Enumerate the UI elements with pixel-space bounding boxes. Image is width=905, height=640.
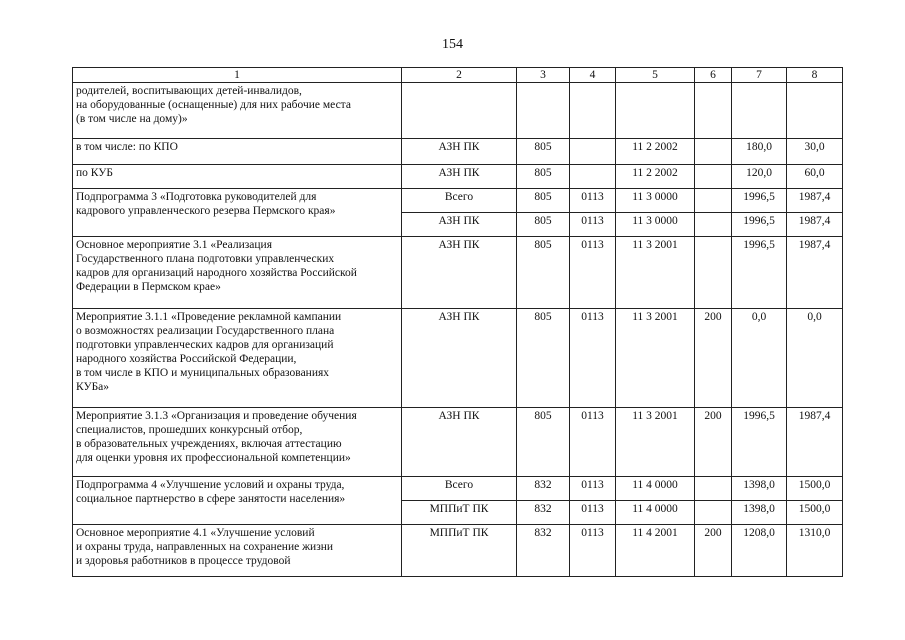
csr-cell: 11 4 0000 xyxy=(616,501,695,525)
column-header: 5 xyxy=(616,68,695,83)
table-row xyxy=(73,408,843,477)
row-name-cell: в том числе: по КПО xyxy=(73,139,402,165)
admin-cell: АЗН ПК xyxy=(402,408,517,477)
page-number: 154 xyxy=(442,37,463,52)
grbs-cell: 832 xyxy=(517,501,570,525)
admin-cell: АЗН ПК xyxy=(402,237,517,309)
table-row xyxy=(73,237,843,309)
year1-value-cell: 1398,0 xyxy=(732,477,787,501)
grbs-cell: 805 xyxy=(517,309,570,408)
row-name-cell: Основное мероприятие 3.1 «Реализация Государственного плана подготовки управленческих кадров для организаций народного хозяйства Российской Федерации в Пермском крае» xyxy=(73,237,402,309)
grbs-cell: 805 xyxy=(517,213,570,237)
year1-value-cell xyxy=(732,83,787,139)
year1-value-cell: 1996,5 xyxy=(732,408,787,477)
csr-cell: 11 3 2001 xyxy=(616,309,695,408)
table-body xyxy=(73,68,843,577)
column-header: 6 xyxy=(695,68,732,83)
vr-cell xyxy=(695,501,732,525)
csr-cell: 11 2 2002 xyxy=(616,165,695,189)
vr-cell xyxy=(695,189,732,213)
grbs-cell: 832 xyxy=(517,477,570,501)
year2-value-cell: 30,0 xyxy=(787,139,843,165)
budget-table xyxy=(72,67,843,577)
row-name-cell: Мероприятие 3.1.1 «Проведение рекламной кампании о возможностях реализации Государственного плана подготовки управленческих кадров для организаций народного хозяйства Российской Федерации, в том числе в КПО и муниципальных образованиях КУБа» xyxy=(73,309,402,408)
admin-cell xyxy=(402,83,517,139)
row-name-cell: Подпрограмма 3 «Подготовка руководителей для кадрового управленческого резерва Пермского края» xyxy=(73,189,402,237)
csr-cell: 11 4 2001 xyxy=(616,525,695,577)
admin-cell: АЗН ПК xyxy=(402,213,517,237)
vr-cell xyxy=(695,83,732,139)
year2-value-cell: 1987,4 xyxy=(787,213,843,237)
vr-cell: 200 xyxy=(695,525,732,577)
grbs-cell: 805 xyxy=(517,237,570,309)
section-cell xyxy=(570,165,616,189)
column-header: 8 xyxy=(787,68,843,83)
table-row xyxy=(73,83,843,139)
vr-cell xyxy=(695,477,732,501)
table-row xyxy=(73,525,843,577)
section-cell: 0113 xyxy=(570,189,616,213)
year1-value-cell: 1996,5 xyxy=(732,213,787,237)
grbs-cell: 805 xyxy=(517,139,570,165)
row-name-cell: родителей, воспитывающих детей-инвалидов, на оборудованные (оснащенные) для них рабочие места (в том числе на дому)» xyxy=(73,83,402,139)
section-cell: 0113 xyxy=(570,501,616,525)
year1-value-cell: 1208,0 xyxy=(732,525,787,577)
csr-cell: 11 3 0000 xyxy=(616,213,695,237)
section-cell: 0113 xyxy=(570,213,616,237)
table-row xyxy=(73,477,843,501)
row-name-cell: Подпрограмма 4 «Улучшение условий и охраны труда, социальное партнерство в сфере занятости населения» xyxy=(73,477,402,525)
row-name-cell: по КУБ xyxy=(73,165,402,189)
year2-value-cell: 1310,0 xyxy=(787,525,843,577)
csr-cell: 11 3 0000 xyxy=(616,189,695,213)
vr-cell xyxy=(695,139,732,165)
grbs-cell: 805 xyxy=(517,165,570,189)
admin-cell: МППиТ ПК xyxy=(402,501,517,525)
admin-cell: АЗН ПК xyxy=(402,139,517,165)
year1-value-cell: 1996,5 xyxy=(732,237,787,309)
admin-cell: Всего xyxy=(402,477,517,501)
csr-cell xyxy=(616,83,695,139)
section-cell: 0113 xyxy=(570,477,616,501)
vr-cell xyxy=(695,237,732,309)
csr-cell: 11 3 2001 xyxy=(616,408,695,477)
section-cell xyxy=(570,83,616,139)
section-cell: 0113 xyxy=(570,237,616,309)
year2-value-cell: 0,0 xyxy=(787,309,843,408)
admin-cell: Всего xyxy=(402,189,517,213)
table-row xyxy=(73,139,843,165)
year1-value-cell: 1996,5 xyxy=(732,189,787,213)
section-cell: 0113 xyxy=(570,408,616,477)
grbs-cell: 805 xyxy=(517,408,570,477)
year2-value-cell: 1500,0 xyxy=(787,477,843,501)
column-header: 2 xyxy=(402,68,517,83)
year1-value-cell: 120,0 xyxy=(732,165,787,189)
row-name-cell: Основное мероприятие 4.1 «Улучшение условий и охраны труда, направленных на сохранение жизни и здоровья работников в процессе трудовой xyxy=(73,525,402,577)
column-header: 7 xyxy=(732,68,787,83)
year2-value-cell: 1987,4 xyxy=(787,408,843,477)
section-cell: 0113 xyxy=(570,525,616,577)
year2-value-cell: 1500,0 xyxy=(787,501,843,525)
year2-value-cell xyxy=(787,83,843,139)
year1-value-cell: 180,0 xyxy=(732,139,787,165)
year2-value-cell: 1987,4 xyxy=(787,237,843,309)
vr-cell: 200 xyxy=(695,309,732,408)
vr-cell xyxy=(695,213,732,237)
grbs-cell: 805 xyxy=(517,189,570,213)
column-header: 1 xyxy=(73,68,402,83)
column-header: 3 xyxy=(517,68,570,83)
admin-cell: АЗН ПК xyxy=(402,309,517,408)
vr-cell xyxy=(695,165,732,189)
year2-value-cell: 60,0 xyxy=(787,165,843,189)
csr-cell: 11 4 0000 xyxy=(616,477,695,501)
table-row xyxy=(73,189,843,213)
year2-value-cell: 1987,4 xyxy=(787,189,843,213)
section-cell: 0113 xyxy=(570,309,616,408)
admin-cell: МППиТ ПК xyxy=(402,525,517,577)
admin-cell: АЗН ПК xyxy=(402,165,517,189)
grbs-cell xyxy=(517,83,570,139)
csr-cell: 11 2 2002 xyxy=(616,139,695,165)
vr-cell: 200 xyxy=(695,408,732,477)
column-header: 4 xyxy=(570,68,616,83)
table-row xyxy=(73,309,843,408)
row-name-cell: Мероприятие 3.1.3 «Организация и проведение обучения специалистов, прошедших конкурсный отбор, в образовательных учреждениях, включая аттестацию для оценки уровня их профессиональной компетенции» xyxy=(73,408,402,477)
csr-cell: 11 3 2001 xyxy=(616,237,695,309)
year1-value-cell: 0,0 xyxy=(732,309,787,408)
table-row xyxy=(73,165,843,189)
grbs-cell: 832 xyxy=(517,525,570,577)
year1-value-cell: 1398,0 xyxy=(732,501,787,525)
header-row xyxy=(73,68,843,83)
section-cell xyxy=(570,139,616,165)
